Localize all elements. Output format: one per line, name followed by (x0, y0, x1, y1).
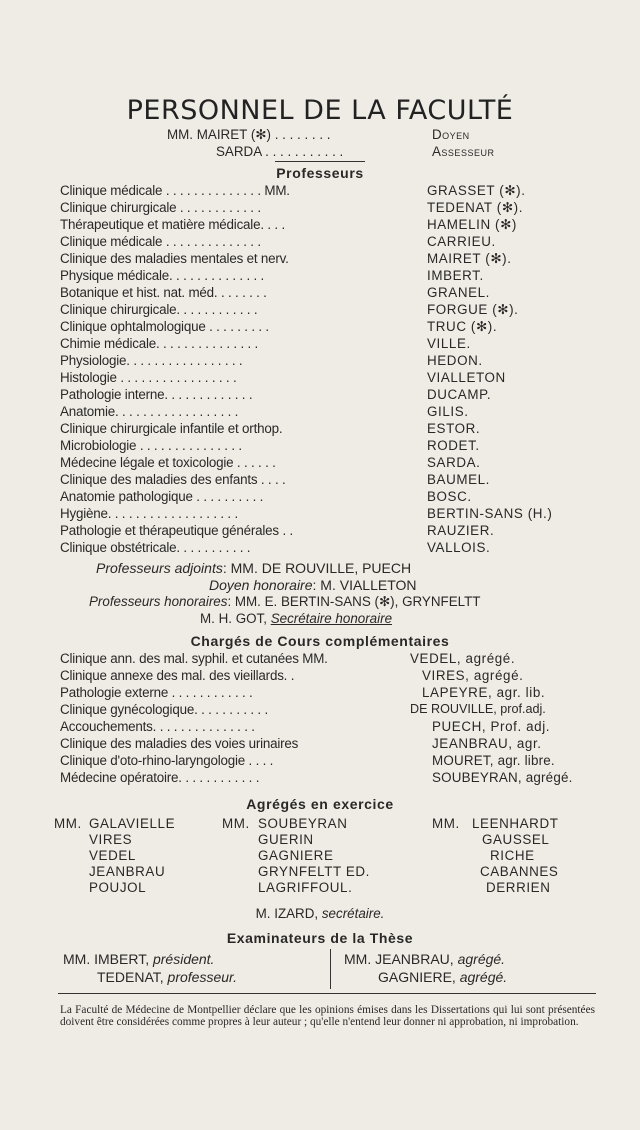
examiner-name: GAGNIERE, (378, 969, 456, 985)
lecturer-name: MOURET, agr. libre. (432, 753, 555, 768)
agreges-col1-prefix: MM. (54, 816, 82, 831)
chair-label: Clinique chirurgicale infantile et orthop. (60, 421, 283, 436)
lecturer-name: SOUBEYRAN, agrégé. (432, 770, 573, 785)
doyen-honoraire-label: Doyen honoraire (209, 577, 313, 593)
agrege-name: POUJOL (89, 880, 147, 895)
professor-name: DUCAMP. (427, 387, 492, 402)
lecturer-name: DE ROUVILLE, prof.adj. (410, 702, 546, 716)
professeurs-heading: Professeurs (276, 165, 364, 181)
examiner-row (63, 951, 214, 967)
honoraires-line (89, 594, 480, 610)
examiner-role: professeur. (167, 969, 238, 985)
chair-label: Botanique et hist. nat. méd. . . . . . . . (60, 285, 267, 300)
course-label: Clinique gynécologique. . . . . . . . . . . (60, 702, 268, 717)
professor-name: MAIRET (✻). (427, 251, 512, 266)
course-label: Médecine opératoire. . . . . . . . . . . . (60, 770, 260, 785)
professor-name: VIALLETON (427, 370, 506, 385)
chair-label: Clinique chirurgicale. . . . . . . . . . . . (60, 302, 258, 317)
professor-name: GRASSET (✻). (427, 183, 526, 198)
lecturer-name: VIRES, agrégé. (422, 668, 524, 683)
chair-label: Clinique obstétricale. . . . . . . . . . . (60, 540, 251, 555)
assessor-row: SARDA . . . . . . . . . . . (216, 144, 344, 159)
honoraires-label: Professeurs honoraires (89, 594, 228, 609)
examiner-row (344, 951, 505, 967)
agrege-name: RICHE (490, 848, 535, 863)
examiner-row (97, 969, 237, 985)
professor-name: VALLOIS. (427, 540, 491, 555)
charges-heading: Chargés de Cours complémentaires (190, 633, 450, 649)
adjoints-line (96, 560, 411, 576)
page-title: PERSONNEL DE LA FACULTÉ (126, 95, 514, 126)
chair-label: Physiologie. . . . . . . . . . . . . . . . . (60, 353, 243, 368)
chair-label: Clinique médicale . . . . . . . . . . . . . . MM. (60, 183, 290, 198)
agrege-name: GAUSSEL (482, 832, 550, 847)
professor-name: SARDA. (427, 455, 481, 470)
chair-label: Thérapeutique et matière médicale. . . . (60, 217, 285, 232)
agrege-name: GAGNIERE (258, 848, 334, 863)
agrege-name: VEDEL (89, 848, 136, 863)
professor-name: VILLE. (427, 336, 471, 351)
agrege-name: GALAVIELLE (89, 816, 176, 831)
lecturer-name: LAPEYRE, agr. lib. (422, 685, 546, 700)
professor-name: IMBERT. (427, 268, 484, 283)
agrege-name: LAGRIFFOUL. (258, 880, 353, 895)
examiner-name: MM. IMBERT, (63, 951, 150, 967)
chair-label: Chimie médicale. . . . . . . . . . . . . . . (60, 336, 259, 351)
adjoints-names: : MM. DE ROUVILLE, PUECH (222, 560, 412, 576)
professor-name: CARRIEU. (427, 234, 496, 249)
agrege-name: LEENHARDT (472, 816, 559, 831)
agrege-name: GUERIN (258, 832, 314, 847)
dean-name: MM. MAIRET (✻) (167, 127, 271, 142)
dean-row: MM. MAIRET (✻) . . . . . . . . (167, 127, 331, 142)
examiner-role: président. (152, 951, 215, 967)
examiner-row (378, 969, 507, 985)
lecturer-name: PUECH, Prof. adj. (432, 719, 551, 734)
chair-label: Anatomie. . . . . . . . . . . . . . . . . . (60, 404, 239, 419)
agreges-secretaire-label: secrétaire. (321, 906, 385, 921)
examiner-name: TEDENAT, (97, 969, 164, 985)
professor-name: TRUC (✻). (427, 319, 498, 334)
course-label: Clinique d'oto-rhino-laryngologie . . . . (60, 753, 274, 768)
secretaire-honoraire-label: Secrétaire honoraire (270, 611, 393, 626)
chair-label: Physique médicale. . . . . . . . . . . . . . (60, 268, 265, 283)
assessor-role: Assesseur (432, 144, 495, 159)
agreges-secretaire-line (0, 906, 640, 921)
agreges-secretaire-name: M. IZARD, (255, 906, 319, 921)
agreges-heading: Agrégés en exercice (246, 796, 394, 812)
examiner-name: MM. JEANBRAU, (344, 951, 454, 967)
adjoints-label: Professeurs adjoints (96, 560, 223, 576)
chair-label: Médecine légale et toxicologie . . . . . . (60, 455, 276, 470)
examiner-role: agrégé. (459, 969, 508, 985)
lecturer-name: VEDEL, agrégé. (410, 651, 516, 666)
examiner-role: agrégé. (457, 951, 506, 967)
chair-label: Clinique ophtalmologique . . . . . . . . . (60, 319, 269, 334)
course-label: Clinique annexe des mal. des vieillards. . (60, 668, 295, 683)
professor-name: BERTIN-SANS (H.) (427, 506, 553, 521)
agrege-name: GRYNFELTT ED. (258, 864, 370, 879)
chair-label: Pathologie et thérapeutique générales . . (60, 523, 294, 538)
divider (275, 161, 365, 162)
doyen-honoraire-line (209, 577, 417, 593)
chair-label: Anatomie pathologique . . . . . . . . . . (60, 489, 264, 504)
chair-label: Clinique médicale . . . . . . . . . . . . . . (60, 234, 261, 249)
footer-divider (58, 993, 596, 994)
chair-label: Clinique des maladies des enfants . . . . (60, 472, 286, 487)
chair-label: Histologie . . . . . . . . . . . . . . . . . (60, 370, 237, 385)
course-label: Accouchements. . . . . . . . . . . . . . . (60, 719, 255, 734)
lecturer-name: JEANBRAU, agr. (432, 736, 542, 751)
professor-name: GRANEL. (427, 285, 490, 300)
professor-name: ESTOR. (427, 421, 481, 436)
professor-name: BAUMEL. (427, 472, 490, 487)
professor-name: RODET. (427, 438, 480, 453)
agrege-name: DERRIEN (486, 880, 551, 895)
professor-name: TEDENAT (✻). (427, 200, 524, 215)
footer-disclaimer: La Faculté de Médecine de Montpellier déclare que les opinions émises dans les Dissertations qui lui sont présentées doivent être considérées comme propres à leur auteur ; qu'elle n'entend leur donner ni approbation, ni improbation. (60, 1004, 595, 1028)
professor-name: GILIS. (427, 404, 469, 419)
agreges-col3-prefix: MM. (432, 816, 460, 831)
agreges-col2-prefix: MM. (222, 816, 250, 831)
column-divider (330, 949, 331, 989)
chair-label: Pathologie interne. . . . . . . . . . . . . (60, 387, 253, 402)
agrege-name: VIRES (89, 832, 133, 847)
dean-role: Doyen (432, 127, 470, 142)
professor-name: HAMELIN (✻) (427, 217, 517, 232)
agrege-name: JEANBRAU (89, 864, 166, 879)
course-label: Pathologie externe . . . . . . . . . . . . (60, 685, 253, 700)
chair-label: Clinique des maladies mentales et nerv. (60, 251, 289, 266)
agrege-name: CABANNES (480, 864, 559, 879)
examinateurs-heading: Examinateurs de la Thèse (226, 930, 414, 946)
chair-label: Hygiène. . . . . . . . . . . . . . . . . . . (60, 506, 238, 521)
secretaire-honoraire-name: M. H. GOT, (200, 611, 267, 626)
course-label: Clinique ann. des mal. syphil. et cutanées MM. (60, 651, 328, 666)
secretaire-honoraire-line (200, 611, 392, 626)
course-label: Clinique des maladies des voies urinaires (60, 736, 299, 751)
honoraires-names: : MM. E. BERTIN-SANS (✻), GRYNFELTT (227, 594, 481, 609)
doyen-honoraire-name: : M. VIALLETON (312, 577, 417, 593)
agrege-name: SOUBEYRAN (258, 816, 348, 831)
professor-name: HEDON. (427, 353, 483, 368)
professor-name: FORGUE (✻). (427, 302, 519, 317)
chair-label: Microbiologie . . . . . . . . . . . . . . . (60, 438, 242, 453)
professor-name: RAUZIER. (427, 523, 495, 538)
assessor-name: SARDA (216, 144, 262, 159)
chair-label: Clinique chirurgicale . . . . . . . . . . . . (60, 200, 261, 215)
professor-name: BOSC. (427, 489, 472, 504)
